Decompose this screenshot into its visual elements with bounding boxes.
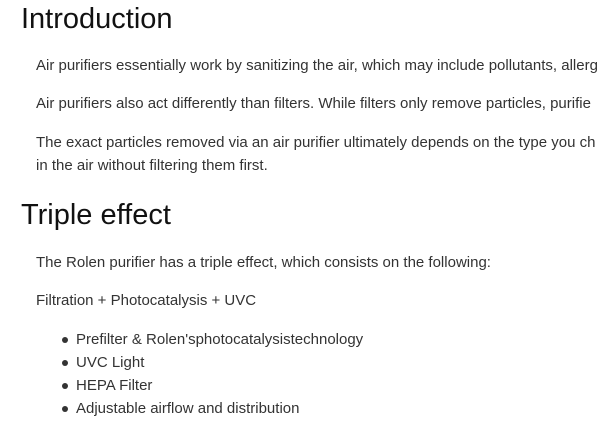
intro-paragraph-3-line-1: The exact particles removed via an air purifier ultimately depends on the type you ch: [36, 134, 596, 151]
intro-paragraph-3-line-2: in the air without filtering them first.: [36, 157, 268, 174]
list-item: HEPA Filter: [62, 374, 363, 397]
list-item: Prefilter & Rolen'sphotocatalysistechnology: [62, 328, 363, 351]
list-item: UVC Light: [62, 351, 363, 374]
triple-effect-formula: Filtration + Photocatalysis + UVC: [36, 292, 257, 309]
triple-effect-intro: The Rolen purifier has a triple effect, which consists on the following:: [36, 254, 491, 271]
section-heading-introduction: Introduction: [21, 3, 173, 35]
intro-paragraph-2: Air purifiers also act differently than filters. While filters only remove particles, purifie: [36, 95, 591, 112]
triple-effect-list: [62, 328, 363, 420]
intro-paragraph-1: Air purifiers essentially work by sanitizing the air, which may include pollutants, allerg: [36, 57, 598, 74]
section-heading-triple-effect: Triple effect: [21, 199, 171, 231]
list-item: Adjustable airflow and distribution: [62, 397, 363, 420]
